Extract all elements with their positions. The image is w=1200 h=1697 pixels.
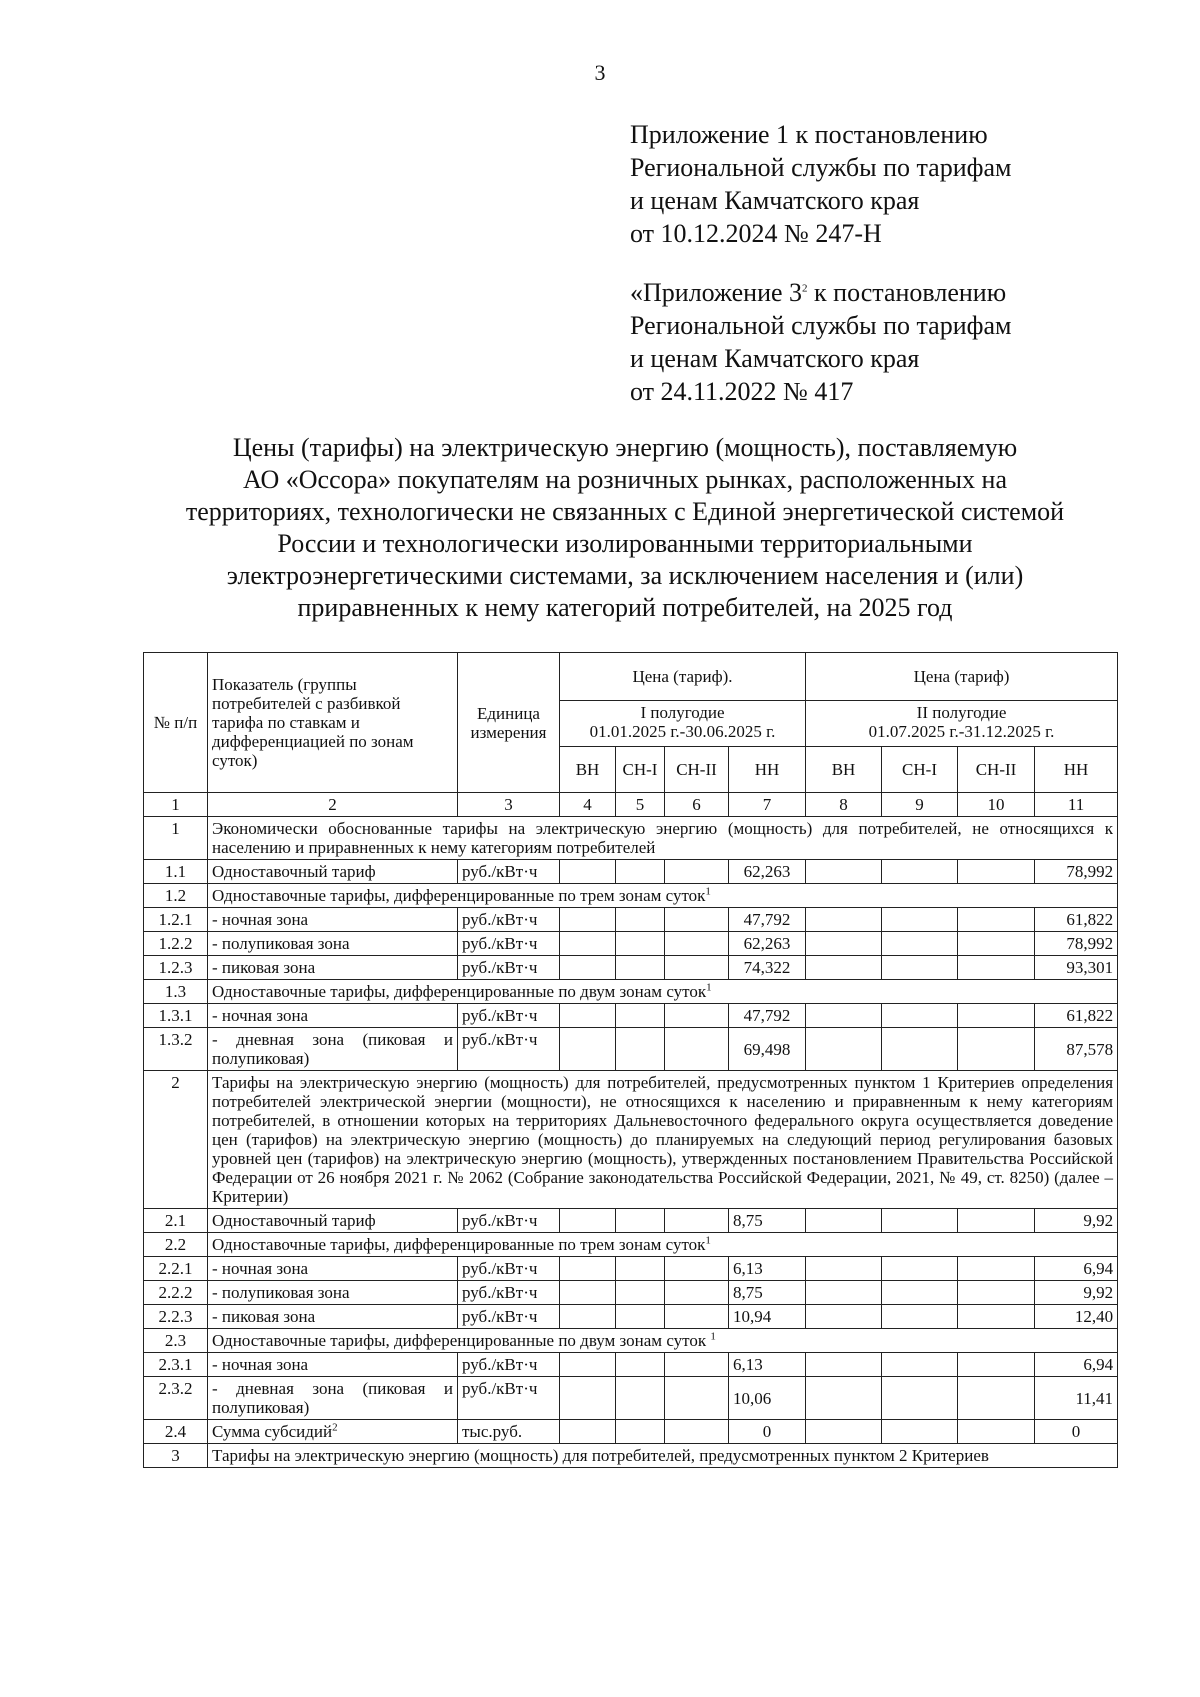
- value-nn-half2: 9,92: [1035, 1281, 1118, 1305]
- appendix-line-suffix: к постановлению: [807, 278, 1007, 307]
- column-number: 8: [806, 793, 882, 817]
- appendix-line: и ценам Камчатского края: [630, 344, 920, 373]
- header-period2-dates: 01.07.2025 г.-31.12.2025 г.: [868, 722, 1055, 741]
- row-indicator: - ночная зона: [208, 1004, 458, 1028]
- value-nn-half2: 12,40: [1035, 1305, 1118, 1329]
- subsection-text: Одноставочные тарифы, дифференцированные по трем зонам суток: [212, 886, 706, 905]
- title-line: России и технологически изолированными территориальными: [277, 529, 973, 558]
- header-price-half1: Цена (тариф).: [560, 653, 806, 701]
- appendix-line-prefix: «Приложение 3: [630, 278, 803, 307]
- title-line: территориях, технологически не связанных с Единой энергетической системой: [185, 497, 1065, 526]
- value-nn-half2: 0: [1035, 1420, 1118, 1444]
- value-nn-half1: 6,13: [729, 1353, 806, 1377]
- header-nn: НН: [1035, 747, 1118, 793]
- value-nn-half2: 9,92: [1035, 1209, 1118, 1233]
- value-nn-half1: 62,263: [729, 860, 806, 884]
- header-sn2: СН-II: [958, 747, 1035, 793]
- row-number: 2.1: [144, 1209, 208, 1233]
- header-period1: [560, 701, 806, 747]
- header-period2: [806, 701, 1118, 747]
- row-unit: руб./кВт·ч: [458, 1004, 560, 1028]
- row-number: 2.3.2: [144, 1377, 208, 1420]
- subsection-title: [208, 1329, 1118, 1353]
- row-indicator: - ночная зона: [208, 908, 458, 932]
- footnote-ref: 1: [705, 1234, 711, 1247]
- value-nn-half1: 47,792: [729, 1004, 806, 1028]
- value-nn-half2: 93,301: [1035, 956, 1118, 980]
- row-indicator: - полупиковая зона: [208, 932, 458, 956]
- appendix-line: Приложение 1 к постановлению: [630, 120, 988, 149]
- subsection-row: [144, 884, 1118, 908]
- row-indicator: - полупиковая зона: [208, 1281, 458, 1305]
- row-indicator: - ночная зона: [208, 1353, 458, 1377]
- row-unit: руб./кВт·ч: [458, 932, 560, 956]
- subsection-text: Одноставочные тарифы, дифференцированные по двум зонам суток: [212, 982, 707, 1001]
- appendix-superscript: 2: [802, 282, 808, 295]
- row-indicator: - дневная зона (пиковая и полупиковая): [208, 1377, 458, 1420]
- row-number: 1.2: [144, 884, 208, 908]
- header-half1: I полугодие: [640, 703, 725, 722]
- table-row: [144, 1209, 1118, 1233]
- header-price-half2: Цена (тариф): [806, 653, 1118, 701]
- row-indicator: - ночная зона: [208, 1257, 458, 1281]
- row-number: 2.2: [144, 1233, 208, 1257]
- table-row: [144, 1281, 1118, 1305]
- row-unit: тыс.руб.: [458, 1420, 560, 1444]
- appendix-2-header: [630, 276, 1011, 408]
- section-title: Экономически обоснованные тарифы на электрическую энергию (мощность) для потребителей, не относящихся к населению и приравненных к нему категориям потребителей: [208, 817, 1118, 860]
- table-row: [144, 1305, 1118, 1329]
- value-nn-half2: 61,822: [1035, 908, 1118, 932]
- header-period1-dates: 01.01.2025 г.-30.06.2025 г.: [589, 722, 776, 741]
- table-row: [144, 860, 1118, 884]
- value-nn-half1: 47,792: [729, 908, 806, 932]
- column-number: 7: [729, 793, 806, 817]
- column-number: 11: [1035, 793, 1118, 817]
- header-half2: II полугодие: [916, 703, 1007, 722]
- page-number: 3: [594, 60, 606, 85]
- value-nn-half2: 61,822: [1035, 1004, 1118, 1028]
- value-nn-half1: 74,322: [729, 956, 806, 980]
- subsection-title: [208, 980, 1118, 1004]
- appendix-line: Региональной службы по тарифам: [630, 311, 1012, 340]
- title-line: АО «Оссора» покупателям на розничных рынках, расположенных на: [243, 465, 1007, 494]
- value-nn-half2: 11,41: [1035, 1377, 1118, 1420]
- row-number: 2.3.1: [144, 1353, 208, 1377]
- value-nn-half1: 0: [729, 1420, 806, 1444]
- subsection-row: [144, 980, 1118, 1004]
- value-nn-half1: 69,498: [729, 1028, 806, 1071]
- subsection-text: Одноставочные тарифы, дифференцированные по трем зонам суток: [212, 1235, 706, 1254]
- section-title: Тарифы на электрическую энергию (мощность) для потребителей, предусмотренных пунктом 1 Критериев определения потребителей электрической энергии (мощности), не относящихся к населению и приравненным к нему категориям потребителей, в отношении которых на территориях Дальневосточного федерального округа осуществляется доведение цен (тарифов) на электрическую энергию (мощность) до планируемых на следующий период регулирования базовых уровней цен (тарифов) на электрическую энергию (мощность), утвержденных постановлением Правительства Российской Федерации от 26 ноября 2021 г. № 2062 (Собрание законодательства Российской Федерации, 2021, № 49, ст. 8250) (далее – Критерии): [208, 1071, 1118, 1209]
- row-indicator: - пиковая зона: [208, 956, 458, 980]
- column-number: 5: [616, 793, 665, 817]
- value-nn-half2: 6,94: [1035, 1353, 1118, 1377]
- row-number: 1.3.2: [144, 1028, 208, 1071]
- footnote-ref: 1: [706, 981, 712, 994]
- section-title: Тарифы на электрическую энергию (мощность) для потребителей, предусмотренных пунктом 2 Критериев: [208, 1444, 1118, 1468]
- subsection-row: [144, 1329, 1118, 1353]
- appendix-line: Региональной службы по тарифам: [630, 153, 1012, 182]
- subsection-text: Одноставочные тарифы, дифференцированные по двум зонам суток: [212, 1331, 711, 1350]
- column-number: 3: [458, 793, 560, 817]
- row-unit: руб./кВт·ч: [458, 1305, 560, 1329]
- header-sn1: СН-I: [616, 747, 665, 793]
- title-line: Цены (тарифы) на электрическую энергию (мощность), поставляемую: [232, 433, 1018, 462]
- subsection-title: [208, 1233, 1118, 1257]
- column-number: 9: [882, 793, 958, 817]
- row-number: 2.2.3: [144, 1305, 208, 1329]
- value-nn-half1: 8,75: [729, 1209, 806, 1233]
- table-row: [144, 1004, 1118, 1028]
- table-row: [144, 1420, 1118, 1444]
- row-indicator: [208, 1420, 458, 1444]
- row-unit: руб./кВт·ч: [458, 1028, 560, 1071]
- tariff-table: [143, 652, 1118, 1468]
- table-row: [144, 1257, 1118, 1281]
- value-nn-half1: 6,13: [729, 1257, 806, 1281]
- appendix-line: [630, 276, 1011, 309]
- row-number: 1.3: [144, 980, 208, 1004]
- row-unit: руб./кВт·ч: [458, 1353, 560, 1377]
- column-number: 1: [144, 793, 208, 817]
- appendix-line: от 24.11.2022 № 417: [630, 377, 854, 406]
- header-unit: Единица измерения: [458, 653, 560, 793]
- row-number: 2.2.1: [144, 1257, 208, 1281]
- header-nn: НН: [729, 747, 806, 793]
- header-vn: ВН: [560, 747, 616, 793]
- row-unit: руб./кВт·ч: [458, 1209, 560, 1233]
- appendix-line: от 10.12.2024 № 247-Н: [630, 219, 882, 248]
- value-nn-half2: 78,992: [1035, 932, 1118, 956]
- column-numbers-row: [144, 793, 1118, 817]
- row-indicator: Одноставочный тариф: [208, 860, 458, 884]
- table-row: [144, 1028, 1118, 1071]
- column-number: 2: [208, 793, 458, 817]
- title-line: приравненных к нему категорий потребителей, на 2025 год: [297, 593, 953, 622]
- column-number: 4: [560, 793, 616, 817]
- row-indicator: - пиковая зона: [208, 1305, 458, 1329]
- row-number: 2.3: [144, 1329, 208, 1353]
- row-indicator: - дневная зона (пиковая и полупиковая): [208, 1028, 458, 1071]
- row-unit: руб./кВт·ч: [458, 908, 560, 932]
- footnote-ref: 2: [332, 1421, 338, 1434]
- row-number: 1.2.3: [144, 956, 208, 980]
- table-row: [144, 932, 1118, 956]
- value-nn-half2: 6,94: [1035, 1257, 1118, 1281]
- row-indicator-text: Сумма субсидий: [212, 1422, 333, 1441]
- table-row: [144, 1353, 1118, 1377]
- appendix-line: и ценам Камчатского края: [630, 186, 920, 215]
- table-row: [144, 1377, 1118, 1420]
- header-indicator: Показатель (группы потребителей с разбивкой тарифа по ставкам и дифференциацией по зонам суток): [208, 653, 458, 793]
- document-title: [130, 432, 1120, 624]
- row-number: 2.2.2: [144, 1281, 208, 1305]
- row-number: 2.4: [144, 1420, 208, 1444]
- column-number: 6: [665, 793, 729, 817]
- row-unit: руб./кВт·ч: [458, 1257, 560, 1281]
- row-number: 1.2.1: [144, 908, 208, 932]
- section-row: [144, 817, 1118, 860]
- value-nn-half1: 10,94: [729, 1305, 806, 1329]
- row-unit: руб./кВт·ч: [458, 860, 560, 884]
- footnote-ref: 1: [705, 885, 711, 898]
- section-number: 1: [144, 817, 208, 860]
- title-line: электроэнергетическими системами, за исключением населения и (или): [226, 561, 1024, 590]
- header-sn2: СН-II: [665, 747, 729, 793]
- value-nn-half2: 87,578: [1035, 1028, 1118, 1071]
- section-row: [144, 1071, 1118, 1209]
- subsection-title: [208, 884, 1118, 908]
- column-number: 10: [958, 793, 1035, 817]
- footnote-ref: 1: [710, 1330, 716, 1343]
- row-unit: руб./кВт·ч: [458, 1377, 560, 1420]
- value-nn-half1: 8,75: [729, 1281, 806, 1305]
- section-row: [144, 1444, 1118, 1468]
- value-nn-half2: 78,992: [1035, 860, 1118, 884]
- row-indicator: Одноставочный тариф: [208, 1209, 458, 1233]
- section-number: 3: [144, 1444, 208, 1468]
- header-vn: ВН: [806, 747, 882, 793]
- subsection-row: [144, 1233, 1118, 1257]
- section-number: 2: [144, 1071, 208, 1209]
- value-nn-half1: 10,06: [729, 1377, 806, 1420]
- row-unit: руб./кВт·ч: [458, 956, 560, 980]
- row-number: 1.3.1: [144, 1004, 208, 1028]
- header-number: № п/п: [144, 653, 208, 793]
- row-unit: руб./кВт·ч: [458, 1281, 560, 1305]
- table-row: [144, 956, 1118, 980]
- header-sn1: СН-I: [882, 747, 958, 793]
- value-nn-half1: 62,263: [729, 932, 806, 956]
- row-number: 1.2.2: [144, 932, 208, 956]
- row-number: 1.1: [144, 860, 208, 884]
- appendix-1-header: [630, 118, 1011, 250]
- table-row: [144, 908, 1118, 932]
